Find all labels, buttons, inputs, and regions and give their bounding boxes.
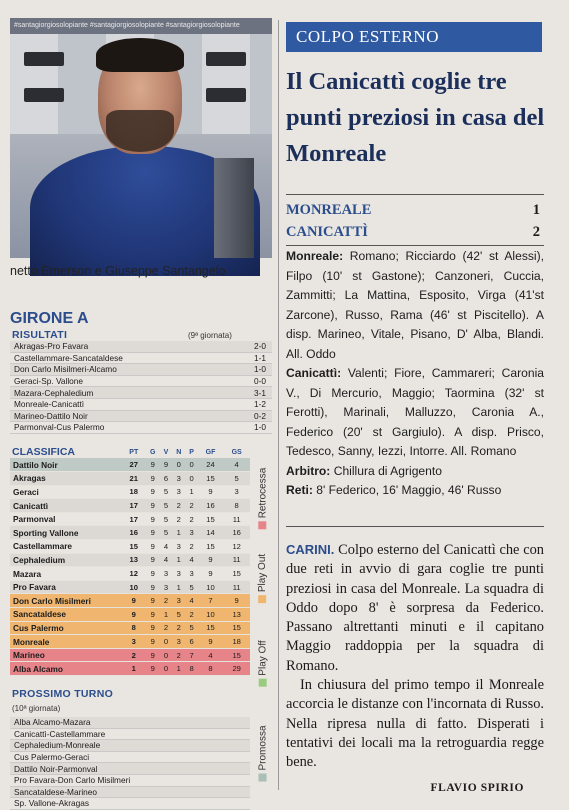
stat-gf: 10 [198,608,224,622]
away-score: 2 [532,224,540,240]
result-score: 0-2 [254,410,266,421]
stat-n: 2 [172,512,185,526]
photo-caption: netto Emerson e Giuseppe Santangelo [10,264,226,278]
stat-p: 2 [185,540,197,554]
stat-v: 5 [160,512,172,526]
stat-pt: 2 [122,648,146,662]
zone-legend [254,458,272,798]
report-text: Valenti; Fiore, Cammareri; Caronia V., Di Mercurio, Maggio; Taormina (32' st Ferotti), Marinali, Malluzzo, Caronia A., Federico (20' st Gargiulo). A disp. Prisco, Tedesco, Sanny, Iezzi, Intorre. All. Romano [286,366,544,458]
stat-gf: 8 [198,662,224,676]
result-score: 1-2 [254,399,266,410]
standings-row [10,594,250,608]
report-text: 8' Federico, 16' Maggio, 46' Russo [316,483,502,497]
stat-p: 0 [185,458,197,472]
retrocessa-swatch [259,521,267,529]
fixture-row: Cus Palermo-Geraci [10,752,250,764]
stat-gf: 15 [198,540,224,554]
stat-v: 3 [160,567,172,581]
report-rule [286,526,544,527]
stat-g: 9 [146,512,160,526]
sponsor-banner: #santagiorgiosolopiante #santagiorgiosolopiante #santagiorgiosolopiante [10,18,272,34]
legend-promossa: Promossa [254,708,272,798]
stat-gf: 15 [198,472,224,486]
standings-col-header: N [176,448,182,456]
next-round-list [10,717,250,810]
report-text: Romano; Ricciardo (42' st Alessi), Filpo (10' st Gastone); Canzoneri, Cuccia, Zammitti; La Mattina, Esposito, Virga (41'st Zarcone), Russo, Rama (46' st Piscitello). A disp. Marineo, Vitale, Pisano, D' Alba, Blandi. All. Oddo [286,249,544,361]
report-entry [286,462,544,482]
result-match: Mazara-Cephaledium [14,387,94,398]
result-row [10,411,272,423]
result-match: Don Carlo Misilmeri-Alcamo [14,364,117,375]
stat-n: 3 [172,540,185,554]
stat-gf: 4 [198,648,224,662]
home-team: MONREALE [286,202,372,218]
standings-row [10,662,250,676]
stat-n: 5 [172,608,185,622]
stat-p: 4 [185,553,197,567]
standings-row [10,648,250,662]
stat-g: 9 [146,580,160,594]
stat-n: 3 [172,485,185,499]
standings-row [10,485,250,499]
score-away [286,224,544,241]
player-hair [96,38,184,72]
stat-v: 5 [160,526,172,540]
report-label: Canicattì: [286,366,342,380]
stat-v: 2 [160,594,172,608]
stat-pt: 27 [122,458,146,472]
stat-pt: 3 [122,635,146,649]
team-name: Parmonval [10,512,122,526]
standings-table [10,446,250,676]
stat-n: 0 [172,458,185,472]
stat-gf: 10 [198,580,224,594]
stat-p: 3 [185,526,197,540]
away-team: CANICATTÌ [286,224,368,240]
stat-gs: 11 [223,512,250,526]
stat-v: 0 [160,662,172,676]
stat-v: 1 [160,608,172,622]
result-row [10,387,272,399]
standings-row [10,621,250,635]
team-name: Akragas [10,472,122,486]
risultati-title: RISULTATI [12,329,68,341]
stat-p: 5 [185,580,197,594]
result-match: Marineo-Dattilo Noir [14,410,88,421]
standings-row [10,635,250,649]
stat-gf: 16 [198,499,224,513]
prossimo-giornata: (10ª giornata) [12,704,61,713]
stat-n: 3 [172,567,185,581]
girone-title: GIRONE A [10,310,89,327]
stat-gs: 13 [223,608,250,622]
stat-n: 2 [172,648,185,662]
result-row [10,341,272,353]
sponsor-logo [24,52,64,66]
stat-gs: 5 [223,472,250,486]
stat-gs: 15 [223,648,250,662]
result-score: 2-0 [254,341,266,352]
team-name: Sancataldese [10,608,122,622]
stat-p: 7 [185,648,197,662]
result-row [10,376,272,388]
stat-g: 9 [146,621,160,635]
stat-pt: 17 [122,499,146,513]
team-name: Don Carlo Misilmeri [10,594,122,608]
result-match: Geraci-Sp. Vallone [14,376,84,387]
stat-pt: 12 [122,567,146,581]
report-entry [286,364,544,462]
stat-pt: 9 [122,608,146,622]
match-report [286,247,544,501]
fixture-row: Sancataldese-Marineo [10,787,250,799]
legend-playoff: Play Off [254,618,272,708]
press-conference-photo [10,18,272,258]
stat-p: 3 [185,567,197,581]
stat-pt: 21 [122,472,146,486]
stat-v: 2 [160,621,172,635]
stat-v: 0 [160,635,172,649]
stat-gs: 11 [223,580,250,594]
sponsor-logo [206,52,246,66]
left-column [10,18,272,809]
stat-p: 2 [185,499,197,513]
score-rule [286,194,544,195]
stat-gf: 14 [198,526,224,540]
stat-n: 3 [172,635,185,649]
stat-n: 2 [172,499,185,513]
stat-n: 1 [172,662,185,676]
prossimo-turno-title: PROSSIMO TURNO [12,688,114,700]
stat-v: 4 [160,540,172,554]
stat-gs: 29 [223,662,250,676]
stat-p: 2 [185,512,197,526]
standings-row [10,512,250,526]
article-body [286,540,544,773]
standings-row [10,553,250,567]
report-text: Chillura di Agrigento [333,463,442,478]
sponsor-logo [206,88,246,102]
legend-playout: Play Out [254,538,272,618]
home-score: 1 [532,202,540,218]
standings-col-header: GS [231,448,242,456]
stat-v: 3 [160,580,172,594]
playoff-swatch [259,678,267,686]
stat-gs: 4 [223,458,250,472]
risultati-giornata: (9ª giornata) [188,331,232,340]
standings-col-header: PT [129,448,139,456]
fixture-row: Cephaledium-Monreale [10,740,250,752]
standings-row [10,458,250,472]
legend-retrocessa: Retrocessa [254,458,272,538]
fixture-row: Dattilo Noir-Parmonval [10,763,250,775]
paragraph-1: CARINI. Colpo esterno del Canicattì che con due reti in avvio di gara coglie tre punti preziosi in casa del Monreale. La squadra di Oddo dopo 8' è sorpresa da Federico. Passano altrettanti minuti e il capitano Maggio raddoppia per la squadra di Romano. [286,542,544,674]
standings-row [10,526,250,540]
team-name: Canicattì [10,499,122,513]
stat-p: 0 [185,472,197,486]
fixture-row: Canicattì-Castellammare [10,729,250,741]
stat-pt: 1 [122,662,146,676]
stat-v: 5 [160,499,172,513]
stat-n: 1 [172,553,185,567]
stat-g: 9 [146,499,160,513]
stat-pt: 13 [122,553,146,567]
standings-col-header: V [163,448,169,456]
stat-gs: 15 [223,621,250,635]
stat-pt: 10 [122,580,146,594]
standings-col-header: P [189,448,194,456]
stat-gs: 11 [223,553,250,567]
stat-gf: 7 [198,594,224,608]
report-label: Reti: [286,483,313,497]
stat-pt: 8 [122,621,146,635]
paragraph-2: In chiusura del primo tempo il Monreale accorcia le distanze con l'incornata di Russo. Nella ripresa nulla di fatto. Disperati i tentativi dei locali ma la retroguardia regge bene. [286,677,544,771]
stat-gs: 8 [223,499,250,513]
standings-row [10,608,250,622]
promossa-swatch [259,773,267,781]
result-row [10,364,272,376]
stat-p: 6 [185,635,197,649]
stat-gf: 9 [198,567,224,581]
results-list [10,341,272,434]
stat-g: 9 [146,662,160,676]
stat-p: 1 [185,485,197,499]
report-label: Arbitro: [286,463,331,478]
stat-pt: 15 [122,540,146,554]
team-name: Mazara [10,567,122,581]
stat-gf: 9 [198,635,224,649]
result-match: Castellammare-Sancataldese [14,352,123,363]
standings-row [10,567,250,581]
team-name: Monreale [10,635,122,649]
stat-g: 9 [146,526,160,540]
stat-gf: 9 [198,485,224,499]
stat-gs: 3 [223,485,250,499]
stat-g: 9 [146,472,160,486]
stat-n: 3 [172,594,185,608]
stat-g: 9 [146,553,160,567]
stat-v: 5 [160,485,172,499]
result-row [10,422,272,434]
stat-pt: 16 [122,526,146,540]
author-byline: FLAVIO SPIRIO [430,782,524,794]
article [284,18,546,794]
dateline: CARINI. [286,542,335,557]
standings-row [10,580,250,594]
stat-gf: 24 [198,458,224,472]
standings-row [10,499,250,513]
stat-gs: 9 [223,594,250,608]
team-name: Alba Alcamo [10,662,122,676]
standings-row [10,472,250,486]
classifica-title: CLASSIFICA [12,446,75,458]
report-label: Monreale: [286,249,344,263]
stat-g: 9 [146,608,160,622]
stat-gf: 15 [198,621,224,635]
stat-gf: 15 [198,512,224,526]
report-entry [286,481,544,501]
column-divider [278,20,279,790]
team-name: Cus Palermo [10,621,122,635]
stat-v: 4 [160,553,172,567]
stat-g: 9 [146,648,160,662]
stat-v: 0 [160,648,172,662]
stat-g: 9 [146,540,160,554]
result-row [10,353,272,365]
result-match: Monreale-Canicattì [14,399,85,410]
stat-p: 2 [185,608,197,622]
standings-header [10,446,250,458]
result-score: 3-1 [254,387,266,398]
article-headline: Il Canicattì coglie tre punti preziosi in casa del Monreale [286,68,545,167]
result-score: 1-0 [254,422,266,433]
stat-n: 3 [172,472,185,486]
stat-n: 1 [172,526,185,540]
result-score: 1-1 [254,352,266,363]
stat-p: 5 [185,621,197,635]
result-row [10,399,272,411]
stat-p: 8 [185,662,197,676]
microphone [214,158,254,258]
team-name: Marineo [10,648,122,662]
result-score: 1-0 [254,364,266,375]
standings-col-header: G [149,448,156,456]
stat-g: 9 [146,567,160,581]
result-match: Parmonval-Cus Palermo [14,422,105,433]
stat-v: 9 [160,458,172,472]
team-name: Geraci [10,485,122,499]
team-name: Dattilo Noir [10,458,122,472]
score-rule [286,245,544,246]
stat-pt: 17 [122,512,146,526]
result-score: 0-0 [254,376,266,387]
fixture-row: Alba Alcamo-Mazara [10,717,250,729]
stat-v: 6 [160,472,172,486]
stat-pt: 18 [122,485,146,499]
team-name: Cephaledium [10,553,122,567]
team-name: Sporting Vallone [10,526,122,540]
stat-g: 9 [146,594,160,608]
score-home [286,202,544,219]
stat-g: 9 [146,458,160,472]
report-entry [286,247,544,364]
result-match: Akragas-Pro Favara [14,341,89,352]
fixture-row: Sp. Vallone-Akragas [10,798,250,810]
player-beard [106,110,174,152]
standings-row [10,540,250,554]
team-name: Castellammare [10,540,122,554]
stat-n: 1 [172,580,185,594]
playout-swatch [259,595,267,603]
stat-g: 9 [146,485,160,499]
stat-pt: 9 [122,594,146,608]
stat-g: 9 [146,635,160,649]
stat-n: 2 [172,621,185,635]
fixture-row: Pro Favara-Don Carlo Misilmeri [10,775,250,787]
stat-gs: 16 [223,526,250,540]
team-name: Pro Favara [10,580,122,594]
standings-col-header: GF [205,448,216,456]
article-kicker: COLPO ESTERNO [286,22,542,52]
stat-p: 4 [185,594,197,608]
stat-gs: 12 [223,540,250,554]
stat-gs: 15 [223,567,250,581]
sponsor-logo [24,88,64,102]
stat-gf: 9 [198,553,224,567]
stat-gs: 18 [223,635,250,649]
